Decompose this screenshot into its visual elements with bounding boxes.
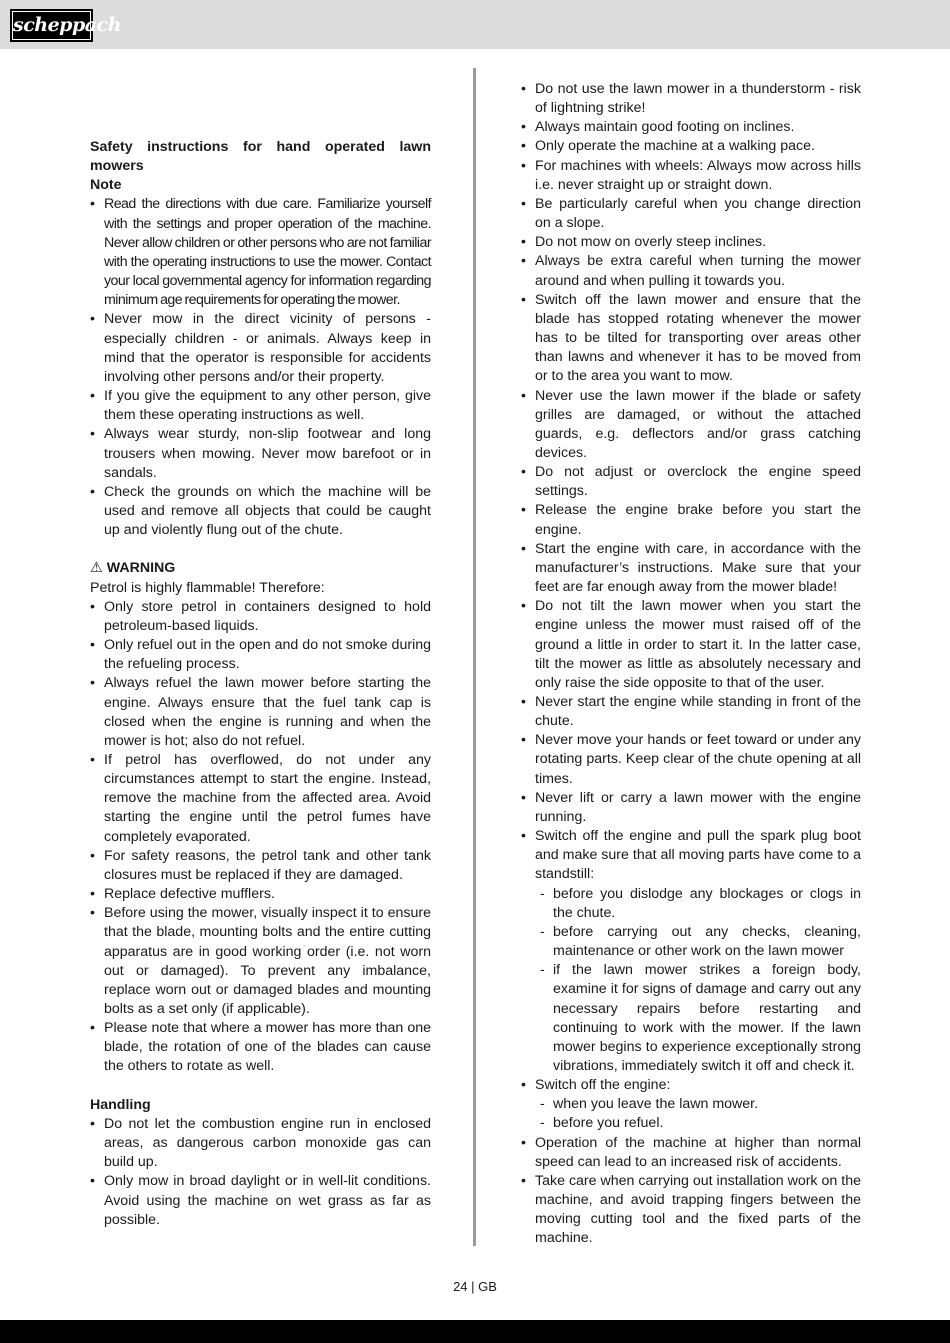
sub-list-item: - before you refuel. [521,1114,861,1133]
list-item: • Check the grounds on which the machine will be used and remove all objects that could be caught up and violently flung out of the chute. [90,483,431,540]
spacer [90,1077,431,1096]
list-item: • Only operate the machine at a walking pace. [521,137,861,156]
list-item: • Only store petrol in containers designed to hold petroleum-based liquids. [90,598,431,636]
sub-list-item: - before carrying out any checks, cleaning, maintenance or other work on the lawn mower [521,923,861,961]
warning-label: WARNING [106,560,176,577]
list-item: • Switch off the lawn mower and ensure that the blade has stopped rotating whenever the mower has to be tilted for transporting over areas other than lawns and whenever it has to be moved from or to the area you want to mow. [521,291,861,387]
list-item: • Take care when carrying out installation work on the machine, and avoid trapping fingers between the moving cutting tool and the fixed parts of the machine. [521,1172,861,1249]
list-item: • Only refuel out in the open and do not smoke during the refueling process. [90,636,431,674]
section-title: Safety instructions for hand operated lawn mowers [90,139,431,175]
list-item: • Before using the mower, visually inspect it to ensure that the blade, mounting bolts and the entire cutting apparatus are in good working order (i.e. not worn out or damaged). To prevent any imbalance, replace worn out or damaged blades and mounting bolts as a set only (if applicable). [90,904,431,1019]
list-item: • Start the engine with care, in accordance with the manufacturer’s instructions. Make sure that your feet are far enough away from the mower blade! [521,540,861,597]
sub-list-item: - before you dislodge any blockages or clogs in the chute. [521,885,861,923]
column-divider [473,68,476,1246]
list-item: • If petrol has overflowed, do not under any circumstances attempt to start the engine. Instead, remove the machine from the affected area. Avoid starting the engine until the petrol fumes have completely evaporated. [90,751,431,847]
list-item: • If you give the equipment to any other person, give them these operating instructions as well. [90,387,431,425]
list-item: • Do not use the lawn mower in a thunderstorm - risk of lightning strike! [521,80,861,118]
sub-list-item: - if the lawn mower strikes a foreign body, examine it for signs of damage and carry out any necessary repairs before restarting and continuing to work with the mower. If the lawn mower begins to experience exceptionally strong vibrations, immediately switch it off and check it. [521,961,861,1076]
header-band [0,0,950,49]
sub-list-item: - when you leave the lawn mower. [521,1095,861,1114]
list-item: • Switch off the engine: [521,1076,861,1095]
page-number: 24 | GB [453,1279,497,1294]
list-item: • Always wear sturdy, non-slip footwear and long trousers when mowing. Never mow barefoot or in sandals. [90,425,431,482]
list-item: • Please note that where a mower has more than one blade, the rotation of one of the blades can cause the others to rotate as well. [90,1019,431,1076]
brand-logo: scheppach [10,9,93,42]
list-item: • Never use the lawn mower if the blade or safety grilles are damaged, or without the attached guards, e.g. deflectors and/or grass catching devices. [521,387,861,464]
list-item: • Never mow in the direct vicinity of persons - especially children - or animals. Always keep in mind that the operator is responsible for accidents involving other persons and/or their property. [90,310,431,387]
left-column [90,138,431,1230]
list-item: • Do not mow on overly steep inclines. [521,233,861,252]
list-item: • Always be extra careful when turning the mower around and when pulling it towards you. [521,252,861,290]
list-item: • For safety reasons, the petrol tank and other tank closures must be replaced if they are damaged. [90,847,431,885]
list-item: • Never move your hands or feet toward or under any rotating parts. Keep clear of the chute opening at all times. [521,731,861,788]
list-item: • Do not adjust or overclock the engine speed settings. [521,463,861,501]
list-item: • Operation of the machine at higher than normal speed can lead to an increased risk of accidents. [521,1134,861,1172]
list-item: • Always maintain good footing on inclines. [521,118,861,137]
footer-band [0,1320,950,1343]
list-item: • Release the engine brake before you start the engine. [521,501,861,539]
warning-triangle-icon: ⚠ [90,560,103,577]
list-item: • Do not let the combustion engine run in enclosed areas, as dangerous carbon monoxide gas can build up. [90,1115,431,1172]
warning-heading [90,559,431,578]
list-item: • Do not tilt the lawn mower when you start the engine unless the mower must raised off of the ground a little in order to start it. In the latter case, tilt the mower as little as absolutely necessary and only raise the side opposite to that of the user. [521,597,861,693]
list-item: • Only mow in broad daylight or in well-lit conditions. Avoid using the machine on wet grass as far as possible. [90,1172,431,1229]
list-item: • Be particularly careful when you change direction on a slope. [521,195,861,233]
list-item: • Read the directions with due care. Familiarize yourself with the settings and proper operation of the machine. Never allow children or other persons who are not familiar with the operating instructions to use the mower. Contact your local governmental agency for information regarding minimum age requirements for operating the mower. [90,195,431,310]
list-item: • Always refuel the lawn mower before starting the engine. Always ensure that the fuel tank cap is closed when the engine is running and when the mower is hot; also do not refuel. [90,674,431,751]
list-item: • Never start the engine while standing in front of the chute. [521,693,861,731]
right-column [521,80,861,1249]
list-item: • Never lift or carry a lawn mower with the engine running. [521,789,861,827]
list-item: • Replace defective mufflers. [90,885,431,904]
spacer [90,540,431,559]
warning-intro: Petrol is highly flammable! Therefore: [90,579,325,596]
handling-label: Handling [90,1096,151,1113]
list-item: • For machines with wheels: Always mow across hills i.e. never straight up or straight down. [521,157,861,195]
list-item: • Switch off the engine and pull the spark plug boot and make sure that all moving parts have come to a standstill: [521,827,861,884]
note-label: Note [90,177,122,194]
